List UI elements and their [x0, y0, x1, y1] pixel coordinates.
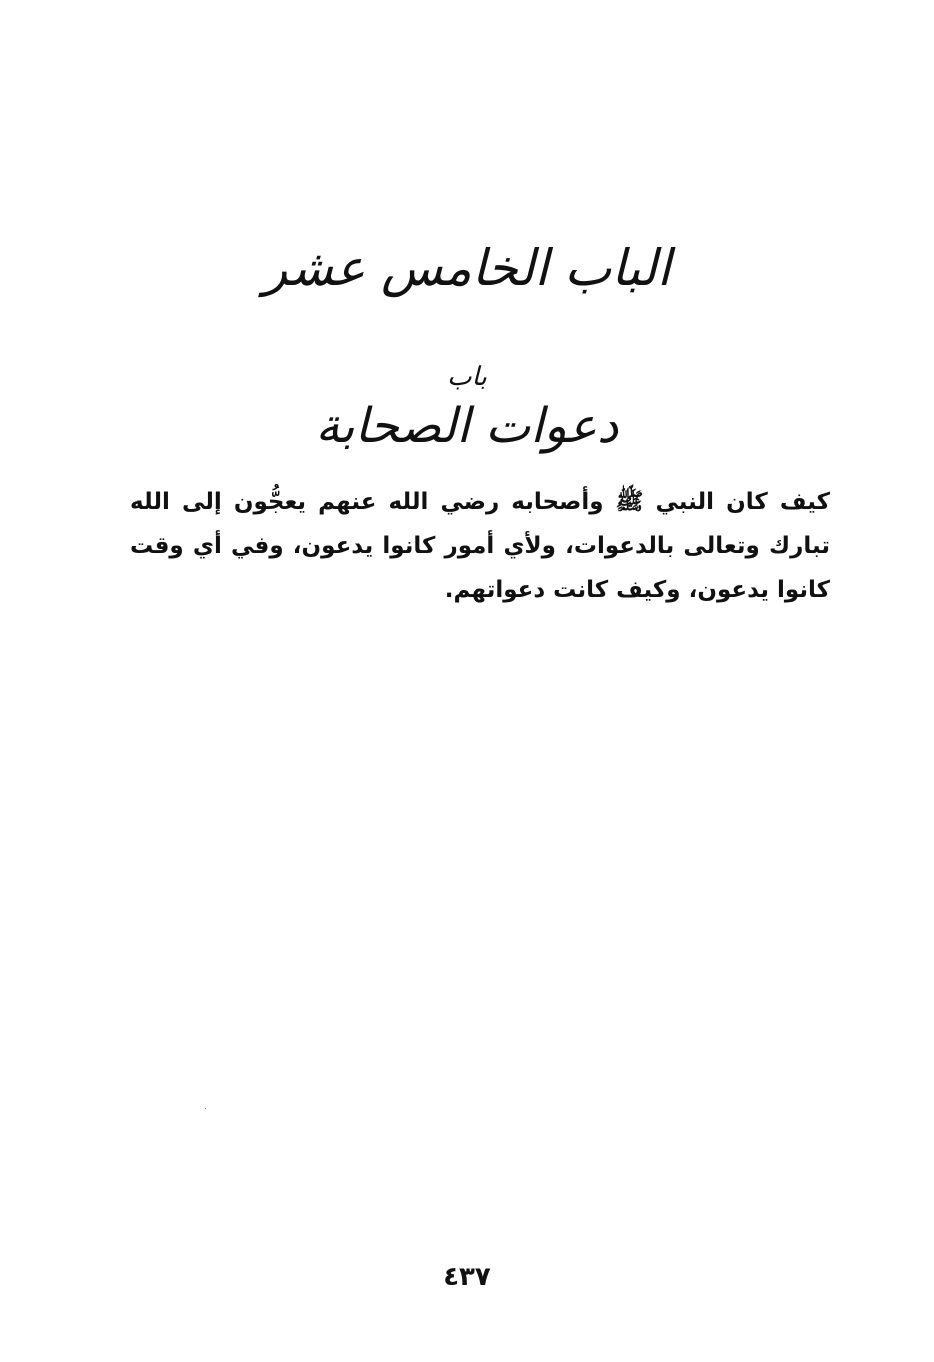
chapter-title: الباب الخامس عشر [263, 239, 671, 297]
section-title: دعوات الصحابة [315, 398, 619, 454]
intro-paragraph: كيف كان النبي ﷺ وأصحابه رضي الله عنهم يعجُّون إلى الله تبارك وتعالى بالدعوات، ولأي أمور كانوا يدعون، وفي أي وقت كانوا يدعون، وكيف كانت دعواتهم. [130, 489, 830, 603]
section-label: باب [447, 362, 487, 392]
page-number: ٤٣٧ [443, 1262, 491, 1292]
scan-speck [205, 1108, 206, 1109]
